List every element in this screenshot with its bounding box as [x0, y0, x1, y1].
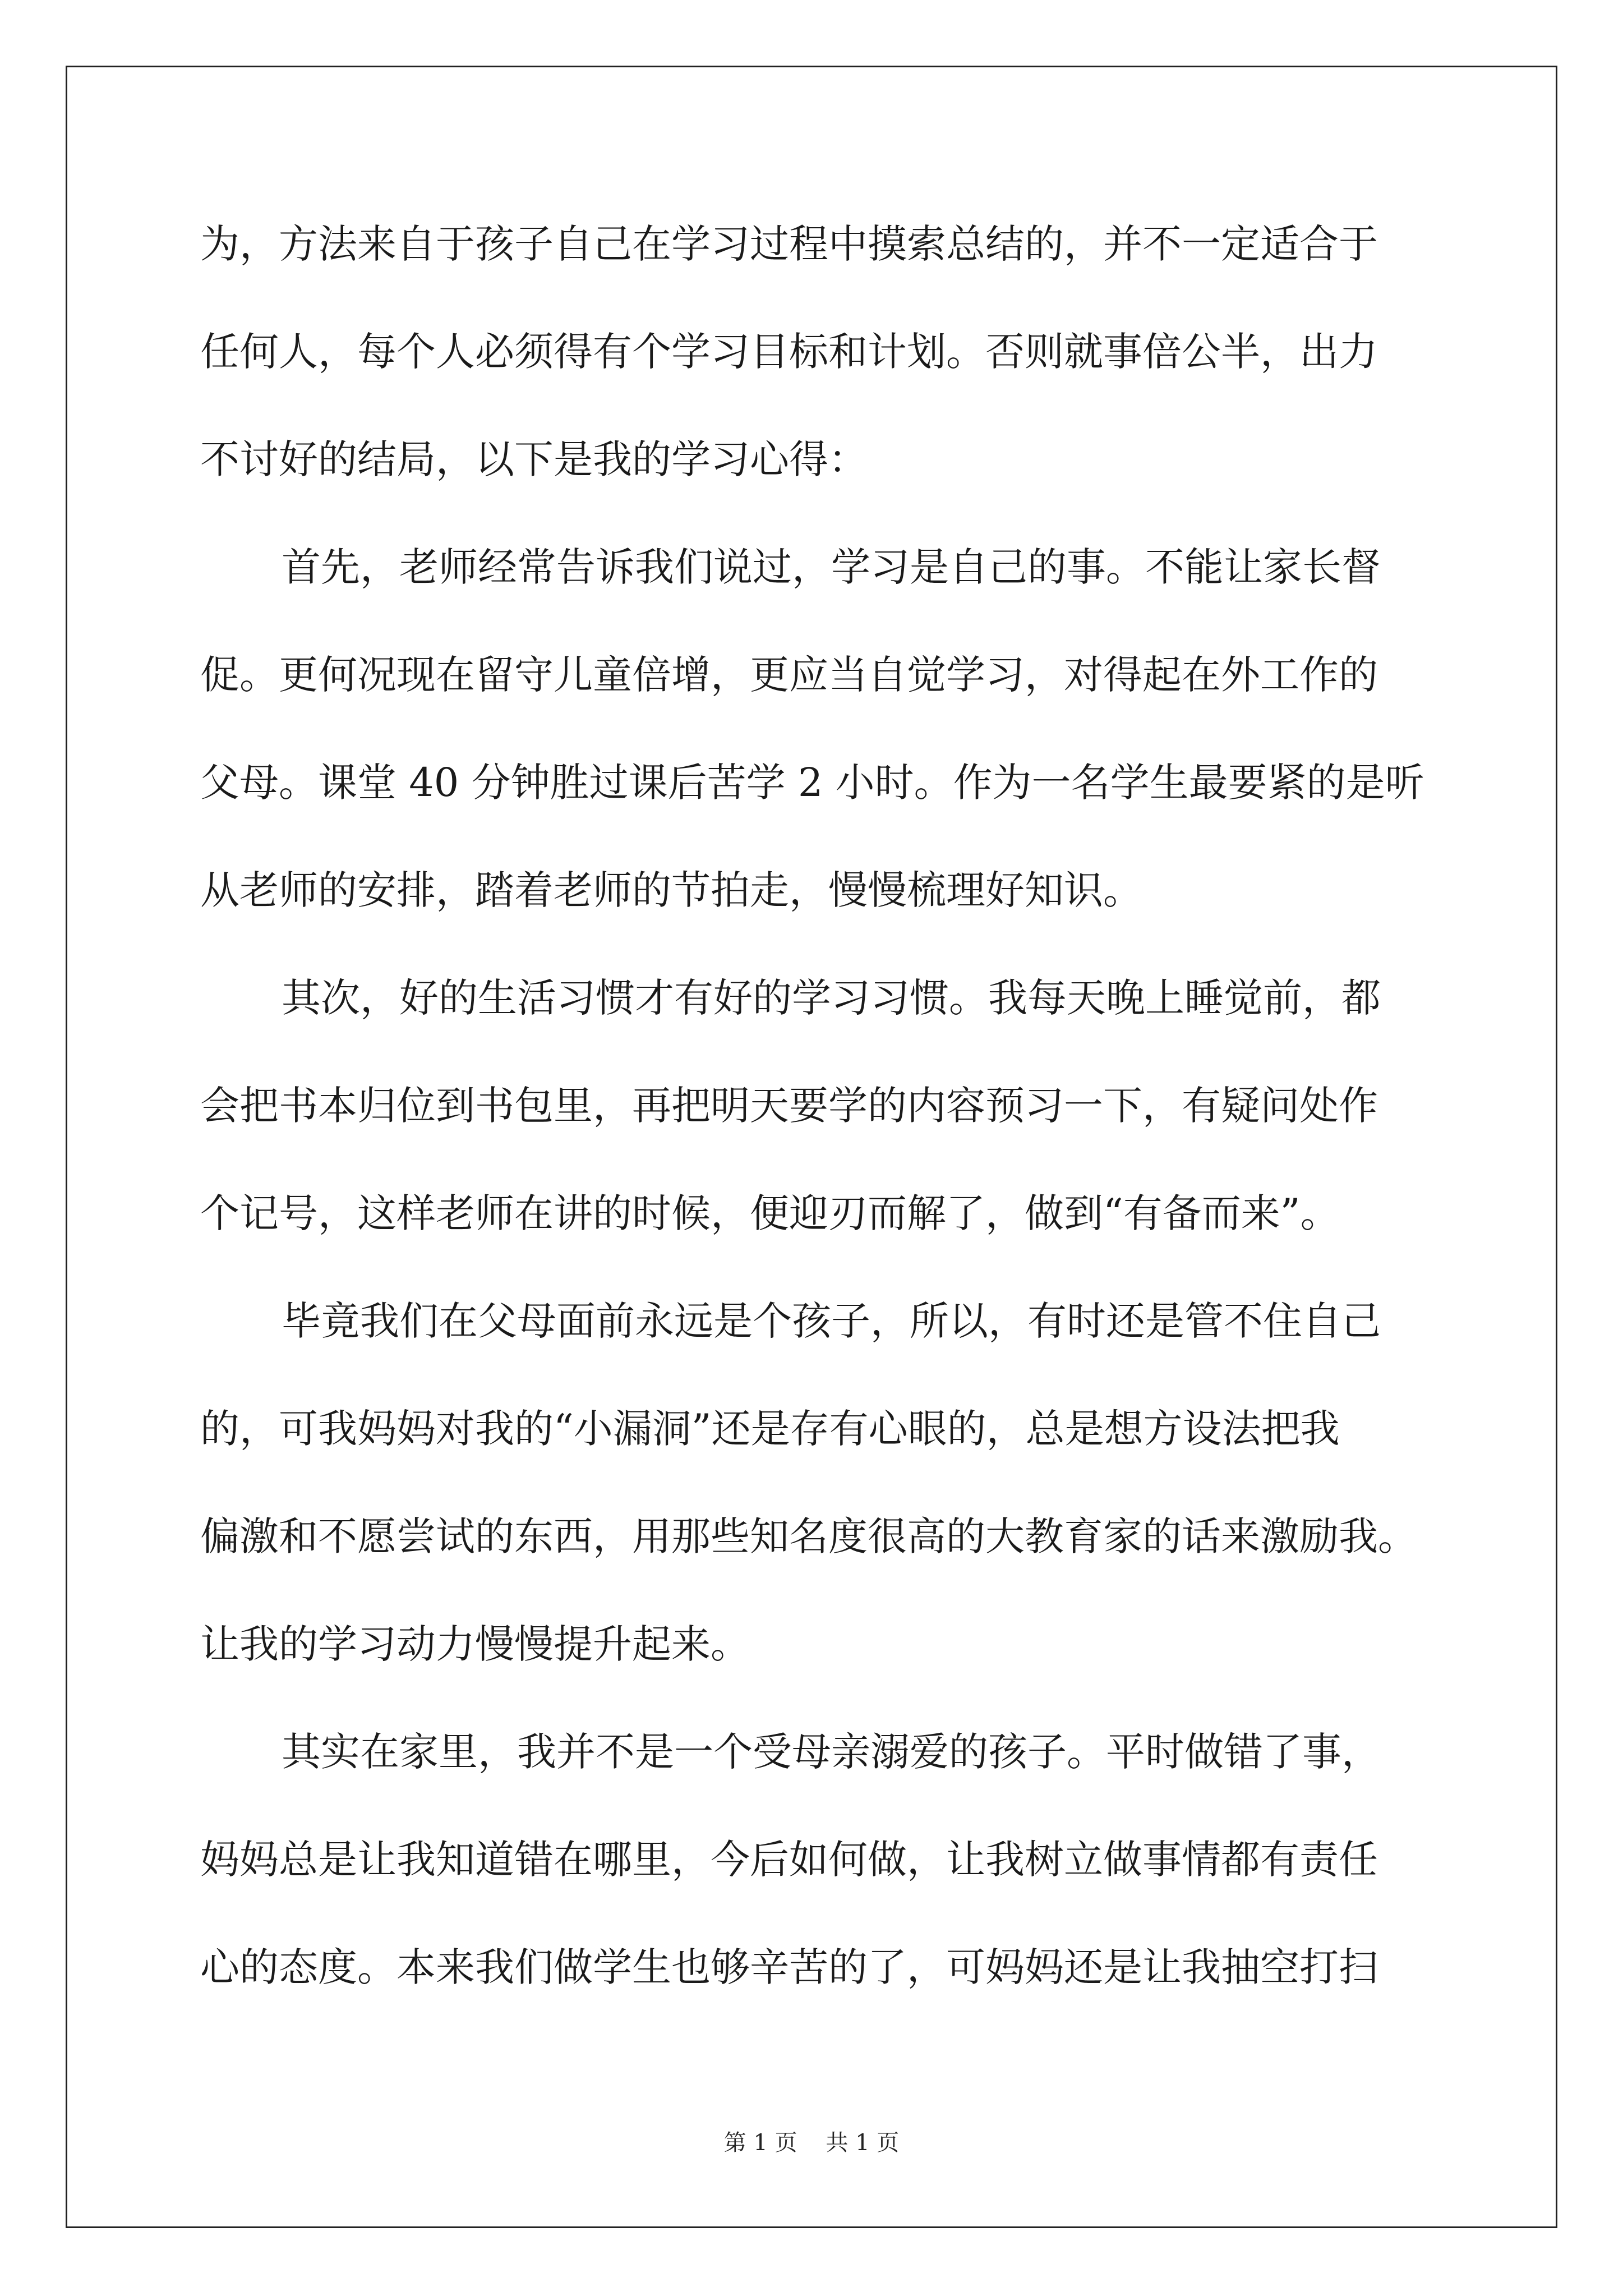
- text-line: 个记号，这样老师在讲的时候，便迎刃而解了，做到“有备而来”。: [200, 1190, 1340, 1236]
- text-line: 父母。课堂 40 分钟胜过课后苦学 2 小时。作为一名学生最要紧的是听: [200, 760, 1424, 806]
- text-line: 偏激和不愿尝试的东西，用那些知名度很高的大教育家的话来激励我。: [200, 1513, 1417, 1559]
- paragraph-first-line: 毕竟我们在父母面前永远是个孩子，所以，有时还是管不住自己: [282, 1298, 1381, 1344]
- text-line: 任何人，每个人必须得有个学习目标和计划。否则就事倍公半，出力: [200, 329, 1378, 375]
- page-number-footer: 第 1 页 共 1 页: [723, 2130, 900, 2156]
- text-line: 的，可我妈妈对我的“小漏洞”还是存有心眼的，总是想方设法把我: [200, 1406, 1340, 1452]
- text-line: 让我的学习动力慢慢提升起来。: [200, 1621, 750, 1667]
- paragraph-first-line: 其实在家里，我并不是一个受母亲溺爱的孩子。平时做错了事，: [282, 1729, 1381, 1775]
- text-line: 为，方法来自于孩子自己在学习过程中摸索总结的，并不一定适合于: [200, 221, 1378, 267]
- text-line: 不讨好的结局，以下是我的学习心得：: [200, 436, 868, 482]
- text-line: 妈妈总是让我知道错在哪里，今后如何做，让我树立做事情都有责任: [200, 1837, 1378, 1883]
- page-border: [66, 66, 1557, 2228]
- paragraph-first-line: 首先，老师经常告诉我们说过，学习是自己的事。不能让家长督: [282, 544, 1381, 590]
- text-line: 促。更何况现在留守儿童倍增，更应当自觉学习，对得起在外工作的: [200, 652, 1378, 698]
- paragraph-first-line: 其次，好的生活习惯才有好的学习习惯。我每天晚上睡觉前，都: [282, 975, 1381, 1021]
- text-line: 会把书本归位到书包里，再把明天要学的内容预习一下，有疑问处作: [200, 1083, 1378, 1129]
- text-line: 从老师的安排，踏着老师的节拍走，慢慢梳理好知识。: [200, 867, 1142, 913]
- text-line: 心的态度。本来我们做学生也够辛苦的了，可妈妈还是让我抽空打扫: [200, 1944, 1378, 1990]
